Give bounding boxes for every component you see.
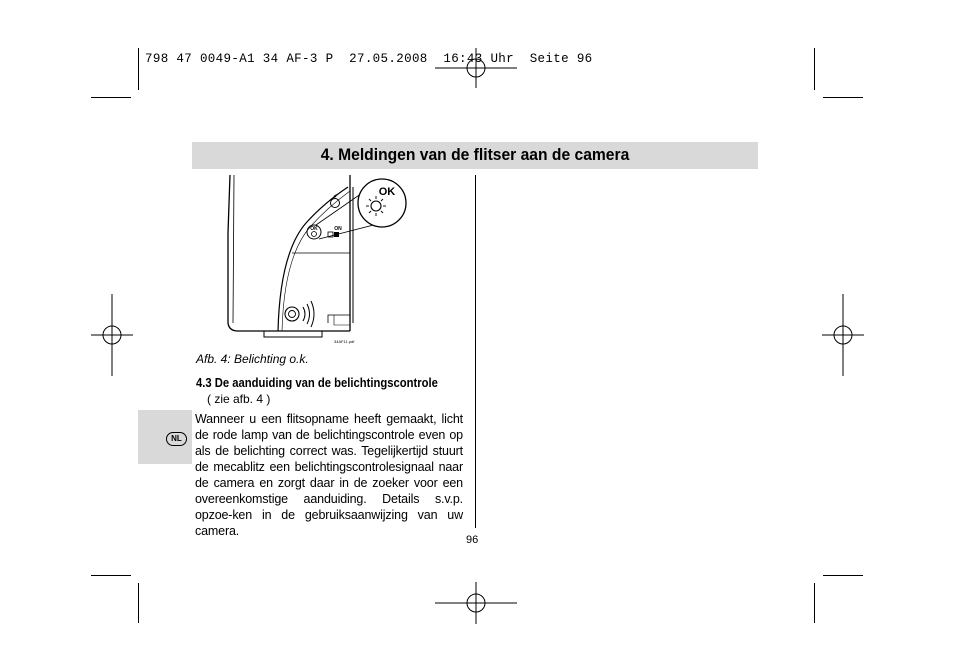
flash-unit-figure <box>224 173 414 345</box>
crop-mark <box>814 48 815 90</box>
flash-ready-icon: ⚡ <box>332 193 338 201</box>
figure-caption: Afb. 4: Belichting o.k. <box>196 352 309 366</box>
crop-mark <box>91 97 131 98</box>
language-tab <box>138 410 192 464</box>
page-title: 4. Meldingen van de flitser aan de camera <box>320 145 630 164</box>
registration-mark-right <box>822 294 864 376</box>
registration-mark-bottom <box>435 582 517 624</box>
registration-mark-left <box>91 294 133 376</box>
crop-mark <box>823 97 863 98</box>
figure-code: 34AF11.pdf <box>334 339 355 344</box>
on-label: ON <box>334 226 342 232</box>
callout-ok-label: OK <box>378 186 396 198</box>
crop-mark <box>91 575 131 576</box>
page-number: 96 <box>466 534 479 546</box>
title-bar <box>192 142 758 169</box>
column-divider <box>475 175 476 528</box>
section-heading: 4.3 De aanduiding van de belichtingscontrole <box>196 376 438 390</box>
crop-mark <box>138 583 139 623</box>
small-ok-label: OK <box>310 226 318 232</box>
crop-mark <box>814 583 815 623</box>
crop-mark <box>823 575 863 576</box>
crop-mark <box>138 48 139 90</box>
section-reference: ( zie afb. 4 ) <box>207 392 271 406</box>
body-paragraph: Wanneer u een flitsopname heeft gemaakt, licht de rode lamp van de belichtingscontrole even op als de belichting correct was. Tegelijkertijd stuurt de mecablitz een belichtingscontrolesignaal naar de camera en zorgt daar in de zoeker voor een overeenkomstige aanduiding. Details s.v.p. opzoe-ken in de gebruiksaanwijzing van uw camera. <box>195 412 463 538</box>
print-slug: 798 47 0049-A1 34 AF-3 P 27.05.2008 16:43 Uhr Seite 96 <box>145 52 593 66</box>
language-badge: NL <box>166 432 187 446</box>
